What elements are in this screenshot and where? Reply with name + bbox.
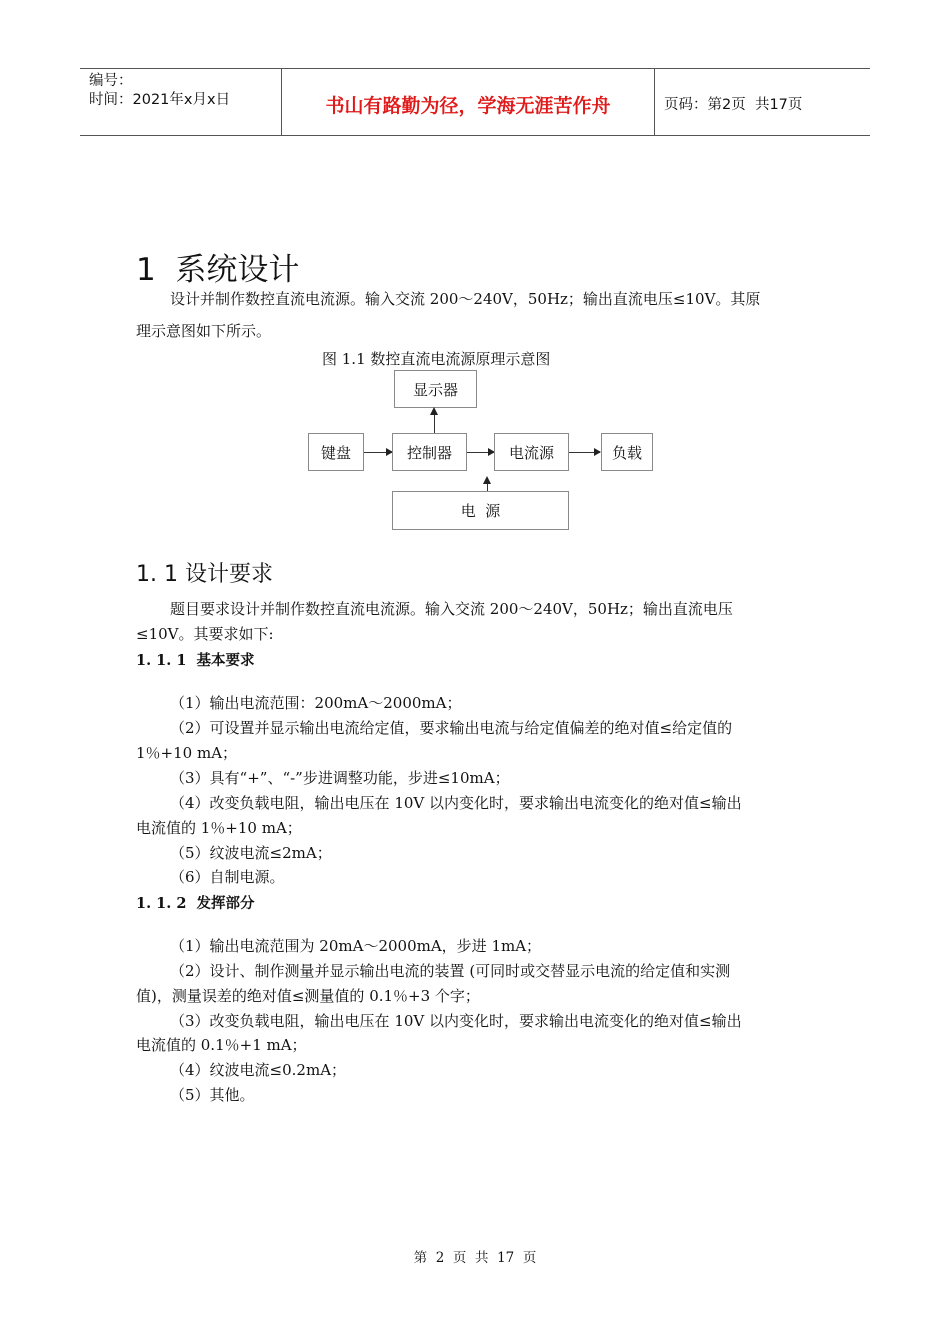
- basic-item: （2）可设置并显示输出电流给定值，要求输出电流与给定值偏差的绝对值≤给定值的: [170, 719, 733, 737]
- header-divider-right: [654, 68, 655, 136]
- subsection-intro-line1: 题目要求设计并制作数控直流电流源。输入交流 200～240V，50Hz；输出直流电压: [170, 600, 733, 618]
- extended-item: （5）其他。: [170, 1086, 255, 1104]
- extended-requirements-title: 1. 1. 2 发挥部分: [136, 895, 255, 912]
- section-title: 1 系统设计: [136, 252, 300, 288]
- diagram-box-keyboard: [308, 433, 364, 471]
- subsection-title: 1. 1 设计要求: [136, 562, 273, 587]
- header-time-label: 时间：2021年x月x日: [89, 92, 231, 108]
- arrow-power-to-current-source: [487, 478, 488, 491]
- diagram-label-keyboard: 键盘: [320, 443, 351, 462]
- basic-requirements-title: 1. 1. 1 基本要求: [136, 652, 255, 669]
- header-bottom-rule: [80, 135, 870, 136]
- section-intro-line2: 理示意图如下所示。: [136, 322, 272, 340]
- figure-caption: 图 1.1 数控直流电流源原理示意图: [322, 350, 551, 368]
- extended-item: （2）设计、制作测量并显示输出电流的装置 (可同时或交替显示电流的给定值和实测: [170, 962, 731, 980]
- arrow-keyboard-to-controller: [364, 452, 392, 453]
- extended-item: 值)，测量误差的绝对值≤测量值的 0.1％+3 个字；: [136, 987, 480, 1005]
- basic-item: （4）改变负载电阻，输出电压在 10V 以内变化时，要求输出电流变化的绝对值≤输出: [170, 794, 742, 812]
- extended-item: （1）输出电流范围为 20mA～2000mA，步进 1mA；: [170, 937, 542, 955]
- header-meta: [89, 72, 230, 110]
- diagram-box-current-source: [494, 433, 569, 471]
- arrow-controller-to-current-source: [467, 452, 494, 453]
- diagram-box-load: [601, 433, 653, 471]
- subsection-intro-line2: ≤10V。其要求如下:: [136, 625, 274, 643]
- section-intro-line1: 设计并制作数控直流电流源。输入交流 200～240V，50Hz；输出直流电压≤10V。其原: [170, 290, 761, 308]
- basic-item: （1）输出电流范围：200mA～2000mA；: [170, 694, 462, 712]
- basic-item: （3）具有“+”、“-”步进调整功能，步进≤10mA；: [170, 769, 510, 787]
- basic-item: 1％+10 mA；: [136, 744, 238, 762]
- arrow-current-source-to-load: [569, 452, 600, 453]
- diagram-label-load: 负载: [611, 443, 642, 462]
- basic-item: （5）纹波电流≤2mA；: [170, 844, 332, 862]
- diagram-label-display: 显示器: [412, 380, 458, 399]
- arrow-controller-to-display: [434, 409, 435, 433]
- header-page-info: 页码：第2页 共17页: [664, 97, 803, 113]
- basic-item: （6）自制电源。: [170, 868, 285, 886]
- extended-item: 电流值的 0.1％+1 mA；: [136, 1036, 307, 1054]
- diagram-box-display: [394, 370, 477, 408]
- extended-item: （4）纹波电流≤0.2mA；: [170, 1061, 347, 1079]
- diagram-label-current-source: 电流源: [508, 443, 554, 462]
- page-footer: 第 2 页 共 17 页: [413, 1250, 537, 1266]
- header-motto: 书山有路勤为径，学海无涯苦作舟: [325, 95, 611, 117]
- diagram-label-power: 电 源: [460, 502, 501, 520]
- diagram-box-power: [392, 491, 569, 530]
- header-top-rule: [80, 68, 870, 69]
- diagram-label-controller: 控制器: [406, 443, 452, 462]
- extended-item: （3）改变负载电阻，输出电压在 10V 以内变化时，要求输出电流变化的绝对值≤输出: [170, 1012, 742, 1030]
- header-number-label: 编号：: [89, 73, 133, 89]
- diagram-box-controller: [392, 433, 467, 471]
- basic-item: 电流值的 1％+10 mA；: [136, 819, 302, 837]
